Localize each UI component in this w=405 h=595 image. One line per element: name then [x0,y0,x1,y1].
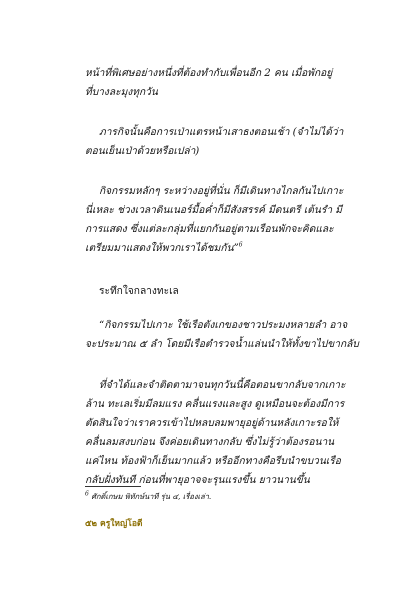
text-line: คลื่นลมสงบก่อน จึงค่อยเดินทางกลับ ซึ่งไม่รู้ว่าต้องรอนาน [85,437,335,448]
text-line: กลับฝั่งทันที ก่อนที่พายุอาจจะรุนแรงขึ้น ยาวนานขึ้น [85,475,310,486]
page-number: ๕๒ [85,519,98,529]
heading-text: ระทึกใจกลางทะเล [99,286,179,297]
footnote [85,492,337,502]
text-line: ที่บางละมุงทุกวัน [85,87,158,98]
text-line: ล้าน ทะเลเริ่มมีลมแรง คลื่นแรงและสูง ดูเหมือนจะต้องมีการ [85,399,345,410]
footnote-divider [85,486,141,487]
footnote-marker: 6 [85,490,89,498]
page-footer [85,516,142,530]
book-title: ครูใหญ่โอตี [100,519,143,529]
text-line: แค่ไหน ท้องฟ้าก็เย็นมากแล้ว หรืออีกทางคือรีบนำขบวนเรือ [85,456,341,467]
section-heading [85,282,337,301]
paragraph-2 [85,123,344,161]
text-line: หน้าที่พิเศษอย่างหนึ่งที่ต้องทำกับเพื่อนอีก 2 คน เมื่อพักอยู่ [85,68,333,79]
text-line: ตอนเย็นเป่าด้วยหรือเปล่า) [85,146,200,157]
text-line: “กิจกรรมไปเกาะ ใช้เรือตังเกของชาวประมงหลายลำ อาจ [99,320,348,331]
text-line: ภารกิจนั้นคือการเป่าแตรหน้าเสาธงตอนเช้า (จำไม่ได้ว่า [99,127,344,138]
text-line: ที่จำได้และจำติดตามาจนทุกวันนี้คือตอนขากลับจากเกาะ [99,380,346,391]
text-line: นี่เหละ ช่วงเวลาดินเนอร์มื้อค่ำก็มีสังสรรค์ มีดนตรี เต้นรำ มี [85,205,342,216]
footnote-reference: 6 [238,241,243,249]
text-line: กิจกรรมหลักๆ ระหว่างอยู่ที่นั่น ก็มีเดินทางไกลกันไปเกาะ [99,186,344,197]
paragraph-1 [85,64,337,102]
text-line: เตรียมมาแสดงให้พวกเราได้ชมกัน”$^6$ [85,241,243,254]
paragraph-5 [85,376,346,490]
text-line: จะประมาณ ๕ ลำ โดยมีเรือตำรวจน้ำแล่นนำให้ทั้งขาไปขากลับ [85,339,359,350]
text-line-content: เตรียมมาแสดงให้พวกเราได้ชมกัน [85,243,234,254]
text-line: การแสดง ซึ่งแต่ละกลุ่มที่แยกกันอยู่ตามเรือนพักจะคิดและ [85,224,334,235]
text-line: ตัดสินใจว่าเราควรเข้าไปหลบลมพายุอยู่ด้านหลังเกาะรอให้ [85,418,339,429]
paragraph-3 [85,182,344,258]
footnote-text: ศักดิ์เกษม พิทักษ์นาที รุ่น ๔, เรื่องเล่า. [91,492,212,501]
paragraph-4 [85,316,359,354]
